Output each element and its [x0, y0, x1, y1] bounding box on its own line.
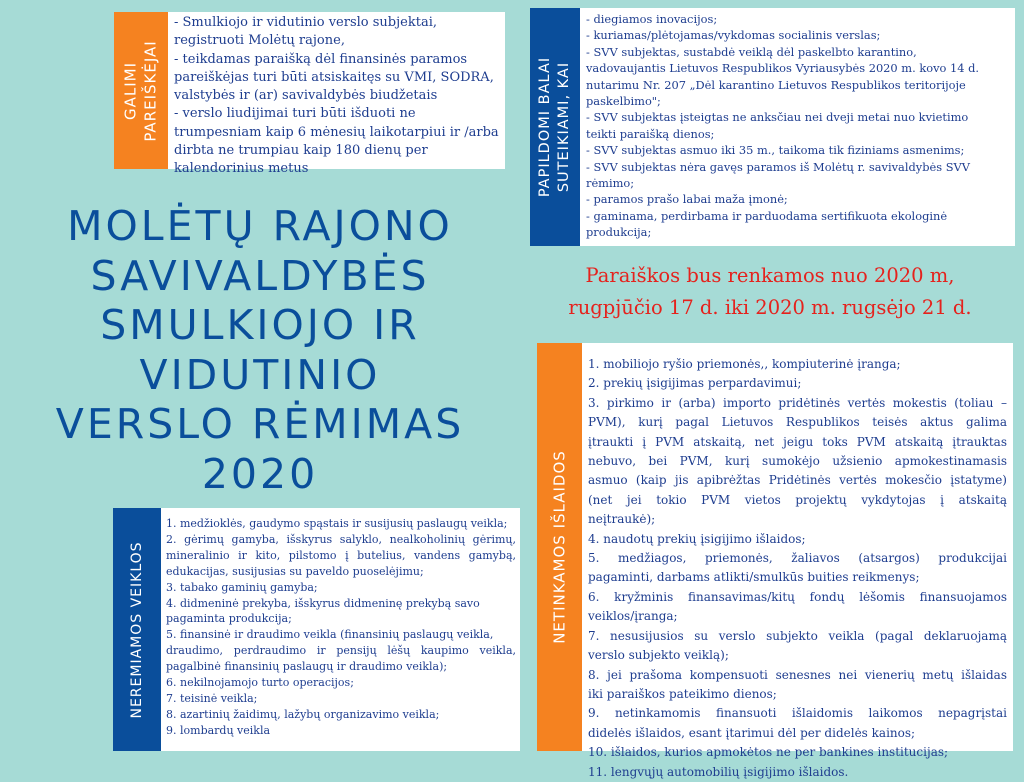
text-line: 6. kryžminis finansavimas/kitų fondų lėšomis finansuojamos — [588, 589, 1007, 604]
title-line: SMULKIOJO IR — [100, 301, 420, 349]
text-line: 5. medžiagos, priemonės, žaliavos (atsargos) produkcijai — [588, 551, 1007, 566]
text-line: - Smulkiojo ir vidutinio verslo subjektai, — [174, 15, 437, 30]
text-line: pagaminta produkcija; — [166, 612, 292, 626]
text-line: 8. jei prašoma kompensuoti senesnes nei vienerių metų išlaidas — [588, 667, 1007, 682]
text-line: registruoti Molėtų rajone, — [174, 33, 345, 49]
text-line: - paramos prašo labai maža įmonė; — [586, 192, 788, 207]
text-line: vadovaujantis Lietuvos Respublikos Vyriausybės 2020 m. kovo 14 d. — [586, 61, 980, 76]
text-line: verslo subjekto veiklą); — [588, 648, 729, 663]
text-line: trumpesniam kaip 6 mėnesių laikotarpiui ir /arba — [174, 124, 499, 140]
text-line: teikti paraišką dienos; — [586, 126, 715, 141]
title-line: VERSLO RĖMIMAS — [55, 400, 465, 448]
notice-line: Paraiškos bus renkamos nuo 2020 m, — [585, 264, 955, 287]
text-line: pareiškėjas turi būti atsiskaitęs su VMI, SODRA, — [174, 69, 494, 85]
text-line: 2. gėrimų gamyba, išskyrus salyklo, nealkoholinių gėrimų, — [166, 532, 516, 546]
text-line: 8. azartinių žaidimų, lažybų organizavimo veikla; — [166, 707, 440, 721]
text-line: pagaminti, darbams atlikti/smulkūs buities reikmenys; — [588, 570, 920, 585]
text-line: edukacijas, susijusias su paveldo puoselėjimu; — [166, 564, 424, 578]
text-line: 7. nesusijusios su verslo subjekto veikla (pagal deklaruojamą — [588, 628, 1007, 643]
text-line: 4. naudotų prekių įsigijimo išlaidos; — [588, 531, 806, 546]
text-line: - verslo liudijimai turi būti išduoti ne — [174, 106, 416, 122]
unsupported-heading: NEREMIAMOS VEIKLOS — [128, 540, 145, 719]
unsupported-text — [161, 508, 520, 751]
text-line: 6. nekilnojamojo turto operacijos; — [166, 676, 354, 690]
extra-points-text — [580, 8, 1015, 246]
text-line: - teikdamas paraišką dėl finansinės paramos — [174, 51, 468, 67]
text-line: - diegiamos inovacijos; — [586, 12, 718, 26]
applicants-heading: GALIMI PAREIŠKĖJAI — [121, 39, 159, 142]
text-line: 7. teisinė veikla; — [166, 691, 258, 705]
text-line: - SVV subjektas, sustabdė veiklą dėl paskelbto karantino, — [586, 44, 917, 59]
title-line: SAVIVALDYBĖS — [90, 251, 430, 300]
text-line: neįtraukė); — [588, 512, 656, 527]
application-dates-notice — [520, 260, 1020, 324]
applicants-heading-tab — [114, 12, 168, 169]
text-line: - gaminama, perdirbama ir parduodama sertifikuota ekologinė — [586, 208, 948, 223]
text-line: veiklos/įranga; — [588, 609, 678, 624]
ineligible-text — [582, 343, 1013, 779]
unsupported-activities-panel — [113, 508, 520, 751]
extra-points-panel — [530, 8, 1015, 246]
text-line: - SVV subjektas asmuo iki 35 m., taikoma tik fiziniams asmenims; — [586, 143, 965, 158]
text-line: 1. medžioklės, gaudymo spąstais ir susijusių paslaugų veikla; — [166, 517, 508, 530]
text-line: PVM), kurį pagal Lietuvos Respublikos teisės aktus galima — [588, 415, 1007, 430]
text-line: 11. lengvųjų automobilių įsigijimo išlaidos. — [588, 764, 849, 779]
text-line: dirbta ne trumpiau kaip 180 dienų per — [174, 143, 428, 159]
text-line: - SVV subjektas įsteigtas ne anksčiau nei dveji metai nuo kvietimo — [586, 110, 969, 125]
title-line: VIDUTINIO — [139, 350, 381, 399]
text-line: pagalbinė finansinių paslaugų ir draudimo veikla); — [166, 660, 448, 674]
text-line: 1. mobiliojo ryšio priemonės,, kompiuterinė įranga; — [588, 357, 901, 371]
text-line: draudimo, perdraudimo ir pensijų lėšų kaupimo veikla, — [166, 644, 516, 658]
text-line: 10. išlaidos, kurios apmokėtos ne per bankines institucijas; — [588, 745, 949, 760]
text-line: produkcija; — [586, 225, 652, 240]
applicants-panel — [114, 12, 499, 177]
text-line: 4. didmeninė prekyba, išskyrus didmeninę prekybą savo — [166, 596, 480, 610]
extra-points-heading: PAPILDOMI BALAI SUTEIKIAMI, KAI — [537, 56, 572, 198]
text-line: iki paraiškos pateikimo dienos; — [588, 686, 777, 701]
text-line: kalendorinius metus — [174, 161, 309, 177]
title-line: 2020 — [201, 449, 319, 498]
text-line: nutarimu Nr. 207 „Dėl karantino Lietuvos Respublikos teritorijoje — [586, 77, 966, 92]
text-line: (net jei tokio PVM vietos projektų vykdytojas į atskaitą — [588, 492, 1007, 507]
ineligible-heading-tab — [537, 343, 582, 751]
text-line: valstybės ir (ar) savivaldybės biudžetais — [174, 88, 438, 104]
ineligible-expenses-panel — [537, 343, 1013, 779]
applicants-text — [168, 12, 505, 177]
text-line: 5. finansinė ir draudimo veikla (finansinių paslaugų veikla, — [166, 628, 494, 642]
text-line: paskelbimo"; — [586, 94, 661, 109]
text-line: mineralinio ir kito, pilstomo į butelius, vandens gamybą, — [166, 548, 516, 562]
ineligible-heading: NETINKAMOS IŠLAIDOS — [549, 450, 568, 644]
extra-points-heading-tab — [530, 8, 580, 246]
text-line: - SVV subjektas nėra gavęs paramos iš Molėtų r. savivaldybės SVV — [586, 159, 970, 174]
text-line: 3. pirkimo ir (arba) importo pridėtinės vertės mokestis (toliau – — [588, 395, 1007, 410]
text-line: 2. prekių įsigijimas perpardavimui; — [588, 376, 802, 391]
text-line: didelės išlaidos, esant įtarimui dėl per didelės kainos; — [588, 725, 916, 740]
text-line: - kuriamas/plėtojamas/vykdomas socialinis verslas; — [586, 28, 881, 43]
text-line: nebuvo, bei PVM, kurį sumokėjo užsienio apmokestinamasis — [588, 454, 1007, 469]
text-line: 9. netinkamomis finansuoti išlaidomis laikomos nepagrįstai — [588, 706, 1007, 721]
text-line: 9. lombardų veikla — [166, 723, 271, 737]
text-line: 3. tabako gaminių gamyba; — [166, 580, 318, 594]
unsupported-heading-tab — [113, 508, 161, 751]
notice-line: rugpjūčio 17 d. iki 2020 m. rugsėjo 21 d. — [568, 296, 972, 319]
text-line: asmuo (kaip jis apibrėžtas Pridėtinės vertės mokesčio įstatyme) — [588, 473, 1007, 488]
text-line: įtraukti į PVM atskaitą, net jeigu toks PVM atskaitą įtrauktas — [588, 434, 1007, 449]
title-line: MOLĖTŲ RAJONO — [67, 202, 453, 250]
page-title — [30, 202, 490, 499]
text-line: rėmimo; — [586, 176, 635, 191]
